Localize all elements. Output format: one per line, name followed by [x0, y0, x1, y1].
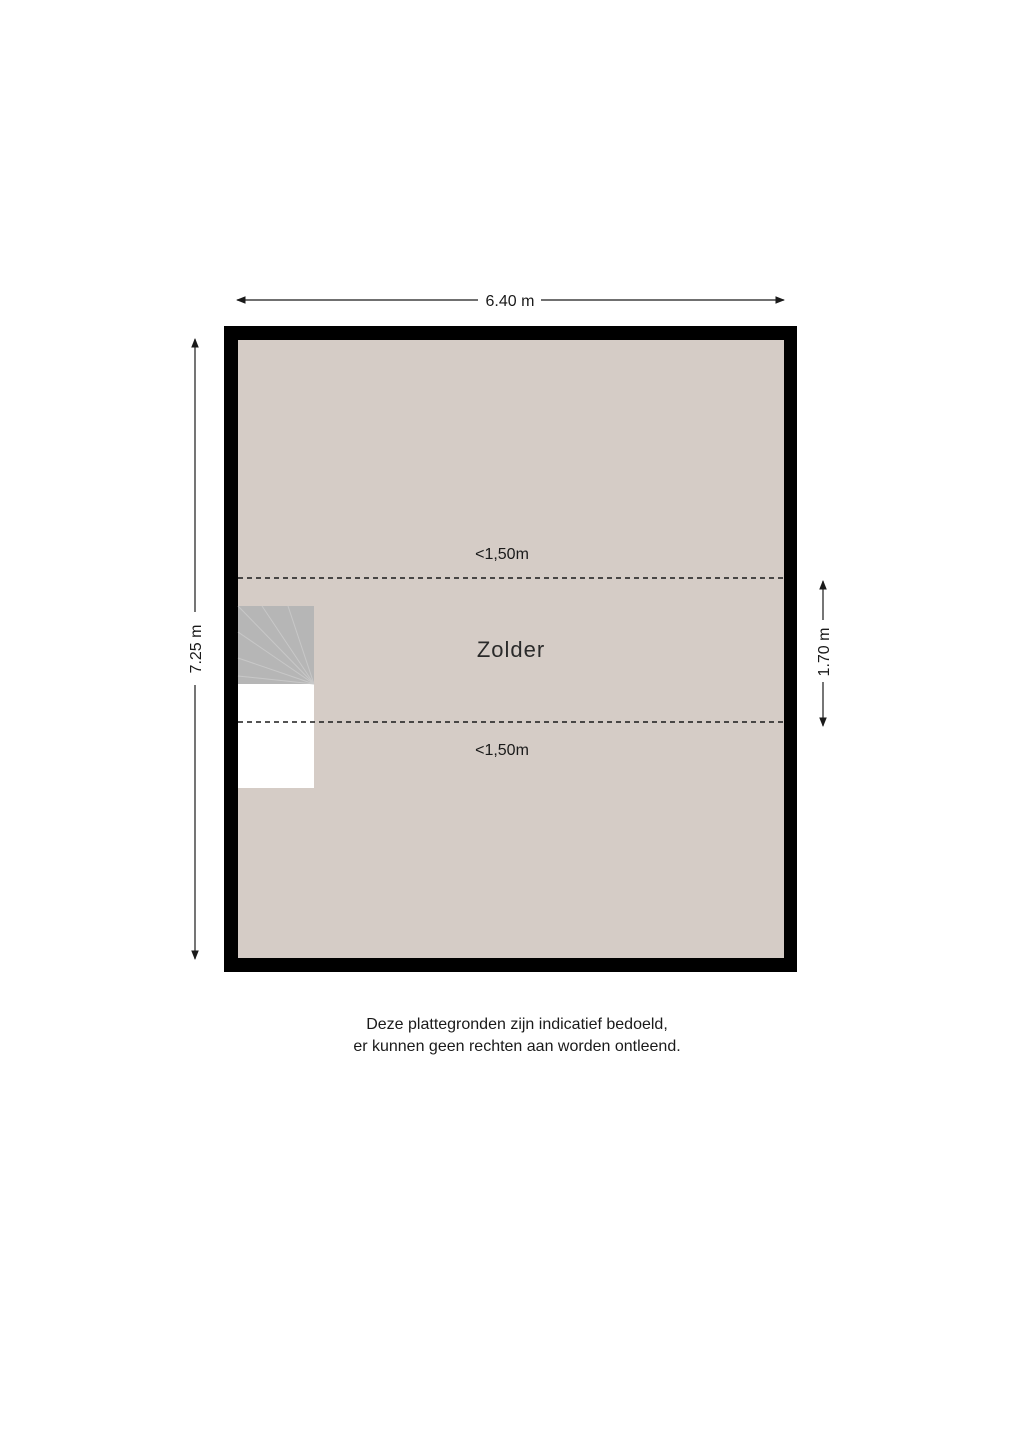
- width-dimension: [237, 293, 784, 310]
- disclaimer-line-2: er kunnen geen rechten aan worden ontleend.: [353, 1038, 681, 1055]
- stair-opening: [238, 684, 314, 788]
- zone-dimension: [816, 581, 833, 726]
- headroom-label-lower: <1,50m: [475, 742, 529, 759]
- room-name: Zolder: [476, 637, 546, 662]
- headroom-label-upper: <1,50m: [475, 546, 529, 563]
- stair-icon: [238, 606, 314, 684]
- zone-label: 1.70 m: [816, 627, 833, 677]
- disclaimer-line-1: Deze plattegronden zijn indicatief bedoeld,: [366, 1016, 668, 1033]
- disclaimer: [8, 1014, 1018, 1058]
- height-dimension: [188, 339, 205, 959]
- height-label: 7.25 m: [188, 624, 205, 674]
- width-label: 6.40 m: [485, 293, 535, 310]
